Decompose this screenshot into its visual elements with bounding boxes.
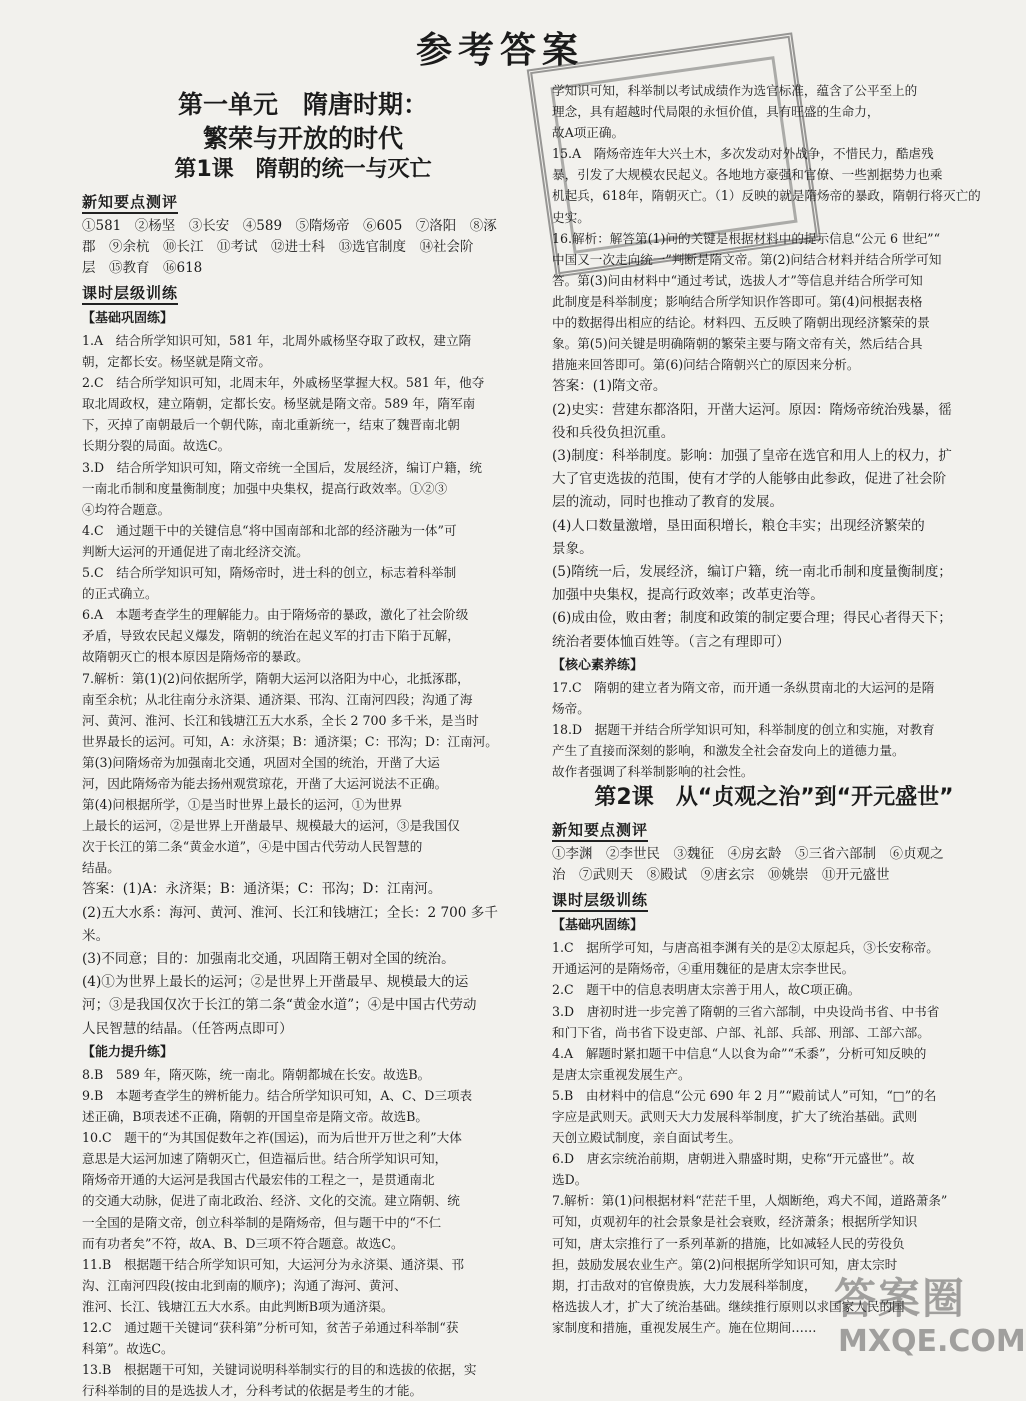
answer-line: 世界最长的运河。可知，A：永济渠；B：通济渠；C：邗沟；D：江南河。 [82, 733, 498, 749]
page-title: 参考答案 [415, 30, 584, 71]
answer-line: 和门下省，尚书省下设吏部、户部、礼部、兵部、刑部、工部六部。 [552, 1024, 930, 1040]
answer-line: 开通运河的是隋炀帝，④重用魏征的是唐太宗李世民。 [552, 961, 855, 977]
lesson-1-title: 第1课 隋朝的统一与灭亡 [174, 157, 432, 182]
answer-line: 答。第(3)问由材料中“通过考试，选拔人才”等信息并结合所学可知 [552, 272, 923, 288]
answer-line: 选D。 [552, 1172, 588, 1188]
key-points-line: 郡 ⑨余杭 ⑩长江 ⑪考试 ⑫进士科 ⑬选官制度 ⑭社会阶 [82, 239, 474, 255]
answer-line: 而有功者矣”不符，故A、B、D三项不符合题意。故选C。 [82, 1235, 404, 1251]
answer-list-lesson-2 [552, 937, 996, 1338]
answer-line: 答案：(1)A：永济渠；B：通济渠；C：邗沟；D：江南河。 [82, 881, 442, 898]
answer-line: 学知识可知，科举制以考试成绩作为选官标准，蕴含了公平至上的 [552, 83, 918, 98]
answer-line: (6)成由俭，败由奢；制度和政策的制定要合理；得民心者得天下； [552, 610, 952, 627]
answer-line: 淮河、长江、钱塘江五大水系。由此判断B项为通济渠。 [82, 1298, 394, 1314]
answer-line: 的正式确立。 [82, 586, 158, 602]
answer-line: 上最长的运河，②是世界上开凿最早、规模最大的运河，③是我国仅 [82, 818, 460, 834]
answer-line: 故作者强调了科举制影响的社会性。 [552, 764, 754, 780]
answer-line: 下，灭掉了南朝最后一个朝代陈，南北重新统一，结束了魏晋南北朝 [82, 417, 460, 433]
answer-block-q16 [552, 375, 996, 653]
answer-list-right-top [552, 80, 996, 375]
answer-line: 象。第(5)问关键是明确隋朝的繁荣主要与隋文帝有关，然后结合具 [552, 336, 923, 352]
basic-practice-heading: 【基础巩固练】 [82, 311, 174, 326]
answer-line: (4)①为世界上最长的运河；②是世界上开凿最早、规模最大的运 [82, 974, 469, 991]
answer-line: 中国又一次走向统一”判断是隋文帝。第(2)问结合材料并结合所学可知 [552, 251, 942, 267]
answer-line: 河；③是我国仅次于长江的第二条“黄金水道”；④是中国古代劳动 [82, 997, 477, 1014]
ability-practice-heading: 【能力提升练】 [82, 1044, 174, 1060]
answer-line: 故隋朝灭亡的根本原因是隋炀帝的暴政。 [82, 649, 309, 665]
answer-line: 5.C 结合所学知识可知，隋炀帝时，进士科的创立，标志着科举制 [82, 565, 457, 581]
answer-line: 一全国的是隋文帝，创立科举制的是隋炀帝，但与题干中的“不仁 [82, 1214, 442, 1230]
answer-line: 产生了直接而深刻的影响，和激发全社会奋发向上的道德力量。 [552, 743, 905, 759]
key-points-heading: 新知要点测评 [552, 820, 648, 842]
answer-line: 河，因此隋炀帝为能去扬州观赏琼花，开凿了大运河说法不正确。 [82, 775, 448, 791]
answer-line: 格选拔人才，扩大了统治基础。继续推行原则以求国家人民的国 [552, 1298, 905, 1314]
answer-line: 意思是大运河加速了隋朝灭亡，但造福后世。结合所学知识可知， [82, 1151, 448, 1167]
answer-line: 7.解析：第(1)问根据材料“茫茫千里，人烟断绝，鸡犬不闻，道路萧条” [552, 1193, 948, 1209]
training-heading: 课时层级训练 [82, 283, 178, 305]
answer-line: 朝，定都长安。杨坚就是隋文帝。 [82, 354, 271, 370]
answer-line: (3)制度：科举制度。影响：加强了皇帝在选官和用人上的权力，扩 [552, 447, 952, 464]
answer-line: (3)不同意；目的：加强南北交通，巩固隋王朝对全国的统治。 [82, 951, 455, 968]
right-column [552, 80, 996, 1338]
training-heading: 课时层级训练 [552, 890, 648, 912]
answer-line: 8.B 589 年，隋灭陈，统一南北。隋朝都城在长安。故选B。 [82, 1066, 431, 1082]
answer-line: 统治者要体恤百姓等。（言之有理即可） [552, 633, 790, 650]
key-points-line: ①581 ②杨坚 ③长安 ④589 ⑤隋炀帝 ⑥605 ⑦洛阳 ⑧涿 [82, 218, 497, 234]
answer-list-core [552, 677, 996, 782]
answer-line: 沟、江南河四段(按由北到南的顺序)；沟通了海河、黄河、 [82, 1277, 407, 1293]
answer-line: 第(3)问隋炀帝为加强南北交通，巩固对全国的统治，开凿了大运 [82, 754, 440, 770]
answer-block-q7 [82, 878, 524, 1040]
key-points-line: ①李渊 ②李世民 ③魏征 ④房玄龄 ⑤三省六部制 ⑥贞观之 [552, 846, 944, 863]
answer-line: 理念，具有超越时代局限的永恒价值，具有旺盛的生命力， [552, 104, 880, 120]
answer-line: 行科举制的目的是选拔人才，分科考试的依据是考生的才能。 [82, 1383, 423, 1399]
answer-line: 人民智慧的结晶。（任答两点即可） [82, 1020, 293, 1037]
answer-line: (5)隋统一后，发展经济，编订户籍，统一南北币制和度量衡制度； [552, 563, 952, 580]
core-literacy-heading: 【核心素养练】 [552, 657, 644, 673]
answer-line: 天创立殿试制度，亲自面试考生。 [552, 1130, 741, 1146]
answer-line: 字应是武则天。武则天大力发展科举制度，扩大了统治基础。武则 [552, 1108, 918, 1124]
key-points-list [82, 216, 524, 279]
watermark-url: MXQE.COM [838, 1324, 1026, 1359]
left-column [82, 86, 524, 1401]
answer-line: 17.C 隋朝的建立者为隋文帝，而开通一条纵贯南北的大运河的是隋 [552, 679, 935, 695]
answer-line: 此制度是科举制度；影响结合所学知识作答即可。第(4)问根据表格 [552, 293, 923, 309]
key-points-line: 治 ⑦武则天 ⑧殿试 ⑨唐玄宗 ⑩姚崇 ⑪开元盛世 [552, 867, 890, 884]
answer-line: 隋炀帝开通的大运河是我国古代最宏伟的工程之一，是贯通南北 [82, 1172, 435, 1188]
key-points-heading: 新知要点测评 [82, 192, 178, 214]
answer-line: 暴，引发了大规模农民起义。各地地方豪强和官僚、一些割据势力也乘 [552, 167, 943, 183]
answer-line: 12.C 通过题干关键词“获科第”分析可知，贫苦子弟通过科举制“获 [82, 1319, 459, 1335]
answer-line: 结晶。 [82, 860, 120, 876]
unit-title-line-1: 第一单元 隋唐时期： [177, 90, 428, 119]
answer-line: 担，鼓励发展农业生产。第(2)问根据所学知识可知，唐太宗时 [552, 1256, 898, 1272]
answer-line: 9.B 本题考查学生的辨析能力。结合所学知识可知，A、C、D三项表 [82, 1087, 473, 1103]
answer-line: 10.C 题干的“为其国促数年之祚(国运)，而为后世开万世之利”大体 [82, 1130, 462, 1146]
answer-line: 2.C 题干中的信息表明唐太宗善于用人，故C项正确。 [552, 982, 861, 998]
answer-line: 取北周政权，建立隋朝，定都长安。杨坚就是隋文帝。589 年，隋军南 [82, 396, 476, 412]
answer-line: 中的数据得出相应的结论。材料四、五反映了隋朝出现经济繁荣的景 [552, 315, 930, 331]
answer-line: 2.C 结合所学知识可知，北周末年，外戚杨坚掌握大权。581 年，他夺 [82, 375, 485, 391]
answer-line: 6.A 本题考查学生的理解能力。由于隋炀帝的暴政，激化了社会阶级 [82, 607, 469, 623]
answer-line: 炀帝。 [552, 700, 590, 716]
answer-line: (2)史实：营建东都洛阳，开凿大运河。原因：隋炀帝统治残暴，徭 [552, 401, 952, 418]
answer-line: 3.D 结合所学知识可知，隋文帝统一全国后，发展经济，编订户籍，统 [82, 459, 482, 475]
answer-line: 5.B 由材料中的信息“公元 690 年 2 月”“殿前试人”可知，“□”的名 [552, 1087, 937, 1103]
answer-line: 4.C 通过题干中的关键信息“将中国南部和北部的经济融为一体”可 [82, 522, 457, 538]
answer-line: (4)人口数量激增，垦田面积增长，粮仓丰实；出现经济繁荣的 [552, 517, 925, 534]
answer-line: 一南北币制和度量衡制度；加强中央集权，提高行政效率。①②③ [82, 480, 448, 496]
answer-line: 科第”。故选C。 [82, 1341, 174, 1357]
answer-line: 故A项正确。 [552, 125, 625, 141]
answer-line: 是唐太宗重视发展生产。 [552, 1066, 691, 1082]
answer-line: 3.D 唐初时进一步完善了隋朝的三省六部制，中央设尚书省、中书省 [552, 1003, 940, 1019]
unit-title-line-2: 繁荣与开放的时代 [202, 124, 403, 153]
answer-line: 18.D 据题干并结合所学知识可知，科举制度的创立和实施，对教育 [552, 721, 935, 737]
answer-line: 期，打击敌对的官僚贵族，大力发展科举制度， [552, 1277, 817, 1293]
key-points-list [552, 844, 996, 886]
answer-line: 可知，唐太宗推行了一系列革新的措施，比如减轻人民的劳役负 [552, 1235, 905, 1251]
answer-line: 15.A 隋炀帝连年大兴土木，多次发动对外战争，不惜民力，酷虐残 [552, 146, 934, 162]
answer-line: 判断大运河的开通促进了南北经济交流。 [82, 543, 309, 559]
answer-line: 可知，贞观初年的社会景象是社会衰败，经济萧条；根据所学知识 [552, 1214, 918, 1230]
answer-line: 河、黄河、淮河、长江和钱塘江五大水系，全长 2 700 多千米，是当时 [82, 712, 479, 728]
basic-practice-heading: 【基础巩固练】 [552, 918, 644, 934]
answer-line: 南至余杭；从北往南分永济渠、通济渠、邗沟、江南河四段；沟通了海 [82, 691, 473, 707]
answer-line: 16.解析：解答第(1)问的关键是根据材料中的提示信息“公元 6 世纪”“ [552, 230, 941, 246]
answer-line: 答案：(1)隋文帝。 [552, 378, 667, 395]
answer-line: 次于长江的第二条“黄金水道”，④是中国古代劳动人民智慧的 [82, 839, 423, 855]
answer-line: 的交通大动脉，促进了南北政治、经济、文化的交流。建立隋朝、统 [82, 1193, 460, 1209]
answer-line: ④均符合题意。 [82, 501, 171, 517]
answer-line: (2)五大水系：海河、黄河、淮河、长江和钱塘江；全长：2 700 多千米。 [82, 904, 498, 944]
answer-line: 机起兵，618年，隋朝灭亡。（1）反映的就是隋炀帝的暴政，隋朝行将灭亡的 [552, 188, 981, 204]
answer-list-ability [82, 1064, 524, 1401]
lesson-2-title: 第2课 从“贞观之治”到“开元盛世” [594, 785, 954, 811]
answer-line: 家制度和措施，重视发展生产。施在位期间…… [552, 1319, 817, 1335]
answer-line: 矛盾，导致农民起义爆发，隋朝的统治在起义军的打击下陷于瓦解， [82, 628, 460, 644]
answer-line: 加强中央集权，提高行政效率；改革吏治等。 [552, 587, 824, 604]
answer-line: 6.D 唐玄宗统治前期，唐朝进入鼎盛时期，史称“开元盛世”。故 [552, 1151, 915, 1167]
answer-line: 11.B 根据题干结合所学知识可知，大运河分为永济渠、通济渠、邗 [82, 1256, 464, 1272]
answer-line: 大了官吏选拔的范围，使有才学的人能够由此参政，促进了社会阶 [552, 471, 947, 488]
answer-line: 述正确，B项表述不正确，隋朝的开国皇帝是隋文帝。故选B。 [82, 1109, 428, 1125]
answer-line: 1.A 结合所学知识可知，581 年，北周外戚杨坚夺取了政权，建立隋 [82, 333, 472, 348]
answer-line: 景象。 [552, 540, 593, 557]
answer-line: 层的流动，同时也推动了教育的发展。 [552, 494, 784, 511]
answer-line: 4.A 解题时紧扣题干中信息“人以食为命”“禾黍”，分析可知反映的 [552, 1045, 927, 1061]
key-points-line: 层 ⑮教育 ⑯618 [82, 260, 203, 276]
answer-line: 第(4)问根据所学，①是当时世界上最长的运河，①为世界 [82, 797, 403, 813]
answer-line: 长期分裂的局面。故选C。 [82, 438, 231, 454]
answer-line: 1.C 据所学可知，与唐高祖李渊有关的是②太原起兵，③长安称帝。 [552, 940, 939, 956]
answer-line: 7.解析：第(1)(2)问依据所学，隋朝大运河以洛阳为中心，北抵涿郡， [82, 670, 470, 686]
answer-line: 役和兵役负担沉重。 [552, 424, 675, 441]
answer-line: 13.B 根据题干可知，关键词说明科举制实行的目的和选拔的依据，实 [82, 1362, 477, 1378]
answer-line: 措施来回答即可。第(6)问结合隋朝兴亡的原因来分析。 [552, 357, 860, 373]
watermark-text: 答案圈 [834, 1274, 967, 1323]
answer-line: 史实。 [552, 209, 590, 225]
answer-list-basic [82, 330, 524, 878]
